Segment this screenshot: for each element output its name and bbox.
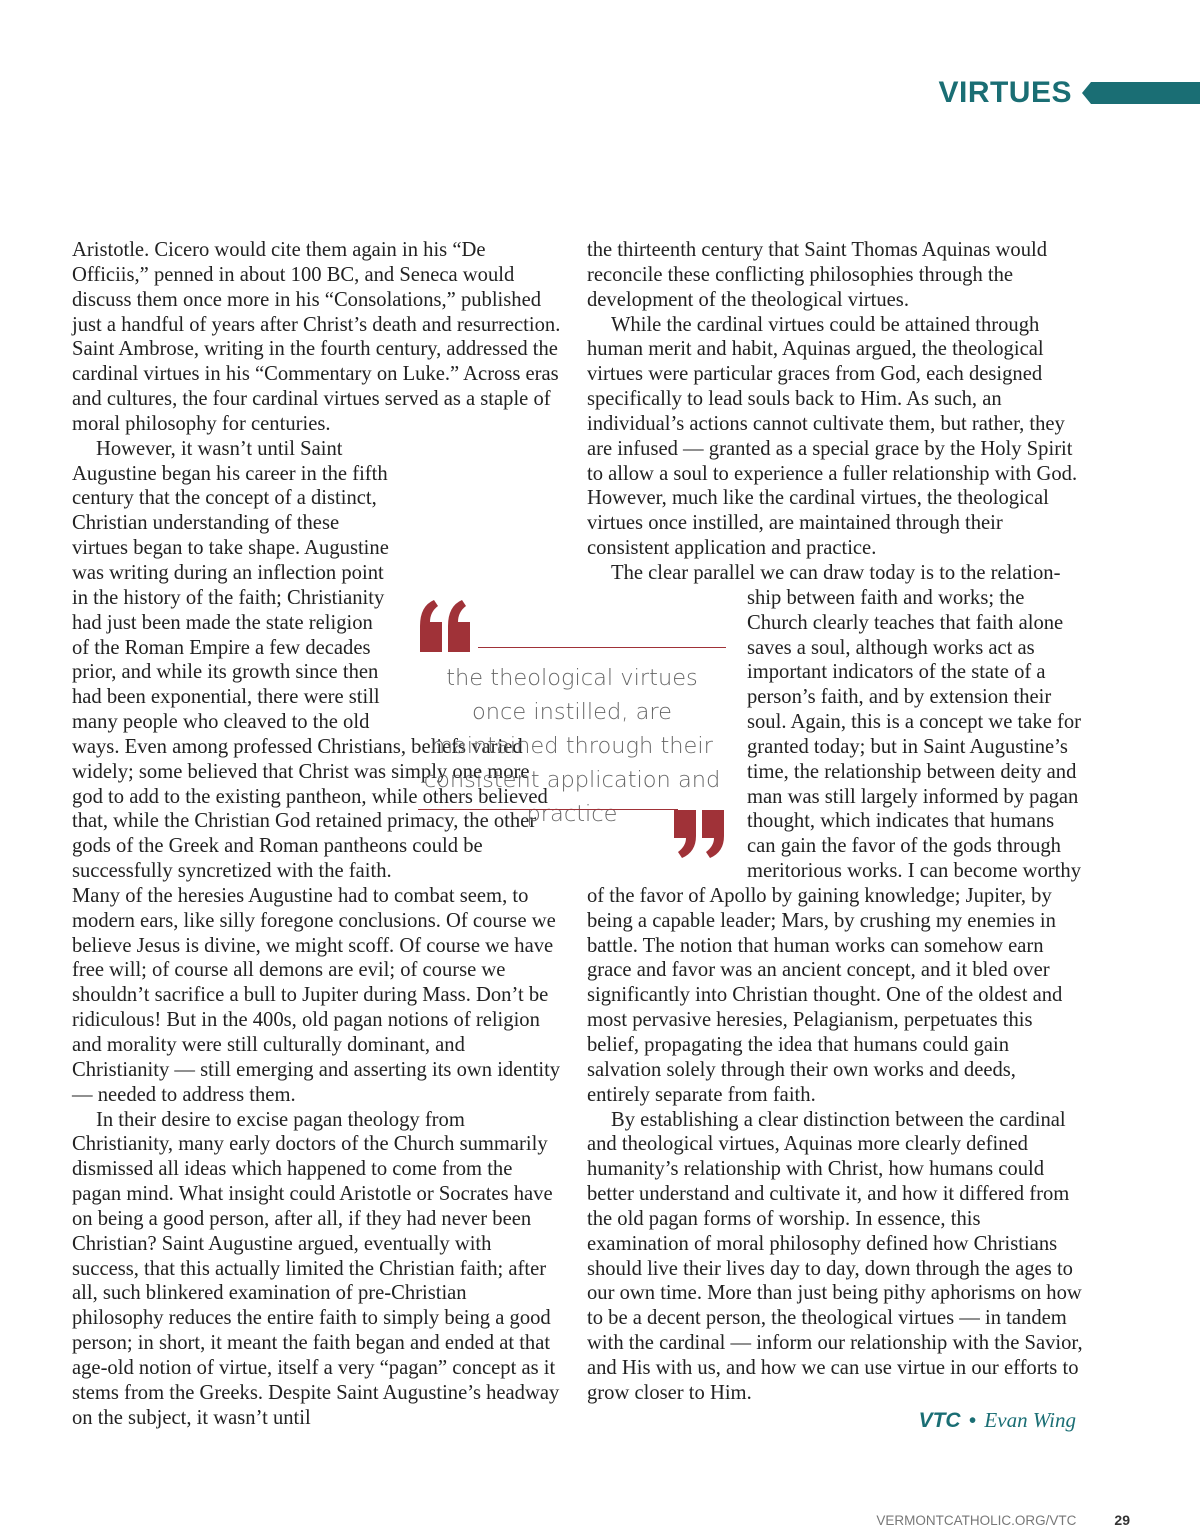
- article-paragraph: the thirteenth century that Saint Thomas Aquinas would reconcile these conflicting philosophies through the development of the theological virtues.: [587, 239, 1048, 311]
- footer-website: VERMONTCATHOLIC.ORG/VTC: [876, 1513, 1077, 1528]
- article-paragraph: By establishing a clear distinction between the cardinal and theological virtues, Aquinas more clearly defined humanity’s relationship with Christ, how humans could better understand and cultivate it, and how it differed from the old pagan forms of worship. In essence, this examination of moral philosophy defined how Christians should live their lives day to day, down through the ages to our own time. More than just being pithy aphorisms on how to be a decent person, the theological virtues — in tandem with the cardinal — inform our relationship with the Savior, and His with us, and how we can use virtue in our efforts to grow closer to Him.: [587, 1108, 1083, 1404]
- byline-publication: VTC: [918, 1409, 961, 1432]
- byline: [919, 1408, 1076, 1433]
- pull-quote-rule-top: [478, 647, 726, 648]
- close-quote-icon: [670, 810, 726, 858]
- pull-quote: [418, 598, 726, 860]
- byline-separator: •: [968, 1408, 977, 1432]
- open-quote-icon: [418, 600, 474, 652]
- page-number: 29: [1114, 1512, 1130, 1528]
- section-title: VIRTUES: [938, 76, 1072, 109]
- article-paragraph: However, it wasn’t until Saint Augustine began his career in the fifth century that the concept of a distinct, Christian understanding of these virtues began to take shape. Augustine was writing during an inflection point in the history of the faith; Christianity had just been made the state religion of the Roman Empire a few decades prior, and while its growth since then had been exponential, there were still many people who cleaved to the old ways. Even among professed Christians, beliefs varied widely; some believed that Christ was simply one more god to add to the existing pantheon, while others believed that, while the Christian God retained primacy, the other gods of the Greek and Roman pantheons could be successfully syncretized with the faith.: [72, 437, 548, 883]
- page-footer: [876, 1512, 1130, 1528]
- article-paragraph: Many of the heresies Augustine had to combat seem, to modern ears, like silly foregone conclusions. Of course we believe Jesus is divine, we might scoff. Of course we have free will; of course all demons are evil; of course we shouldn’t sacrifice a bull to Jupiter during Mass. Don’t be ridiculous! But in the 400s, old pagan notions of religion and morality were still culturally dominant, and Christianity — still emerging and asserting its own identity — needed to address them.: [72, 884, 561, 1106]
- section-tab-icon: [1082, 82, 1200, 104]
- article-paragraph-text: ship between faith and works; the Church clearly teaches that faith alone saves a soul, although works act as important indicators of the state of a person’s faith, and by extension their soul. Again, this is a concept we take for granted today; but in Saint Augustine’s time, the relationship between deity and man was still largely informed by pagan thought, which indicates that humans can gain the favor of the gods through meritorious works. I can become worthy of the favor of Apollo by gaining knowledge; Jupiter, by being a capable leader; Mars, by crushing my enemies in battle. The notion that human works can somehow earn grace and favor was an ancient concept, and it bled over significantly into Christian thought. One of the oldest and most pervasive heresies, Pelagianism, perpetuates this belief, propagating the idea that humans could gain salvation solely through their own works and deeds, entirely separate from faith.: [587, 586, 1081, 1106]
- article-paragraph-lead: The clear parallel we can draw today is to the relation: [611, 561, 1061, 584]
- article-paragraph: Aristotle. Cicero would cite them again in his “De Officiis,” penned in about 100 BC, and Seneca would discuss them once more in his “Consolations,” published just a handful of years after Christ’s death and resurrection. Saint Ambrose, writing in the fourth century, addressed the cardinal virtues in his “Commentary on Luke.” Across eras and cultures, the four cardinal virtues served as a staple of moral philosophy for centuries.: [72, 239, 561, 435]
- article-paragraph: In their desire to excise pagan theology from Christianity, many early doctors of the Church summarily dismissed all ideas which happened to come from the pagan mind. What insight could Aristotle or Socrates have on being a good person, after all, if they had never been Christian? Saint Augustine argued, eventually with success, that this actually limited the Christian faith; after all, such blinkered examination of pre-Christian philosophy reduces the entire faith to simply being a good person; in short, it meant the faith began and ended at that age-old notion of virtue, itself a very “pagan” concept as it stems from the Greeks. Despite Saint Augustine’s headway on the subject, it wasn’t until: [72, 1108, 560, 1429]
- pull-quote-rule-bottom: [418, 809, 678, 810]
- pull-quote-text: the theological virtues once instilled, are maintained through their consistent application and practice: [423, 665, 721, 827]
- section-header: [938, 70, 1200, 116]
- byline-author: Evan Wing: [984, 1408, 1076, 1432]
- article-paragraph: While the cardinal virtues could be attained through human merit and habit, Aquinas argued, the theological virtues were particular graces from God, each designed specifically to lead souls back to Him. As such, an individual’s actions cannot cultivate them, but rather, they are infused — granted as a special grace by the Holy Spirit to allow a soul to experience a fuller relationship with God. However, much like the cardinal virtues, the theological virtues once instilled, are maintained through their consistent application and practice.: [587, 313, 1078, 560]
